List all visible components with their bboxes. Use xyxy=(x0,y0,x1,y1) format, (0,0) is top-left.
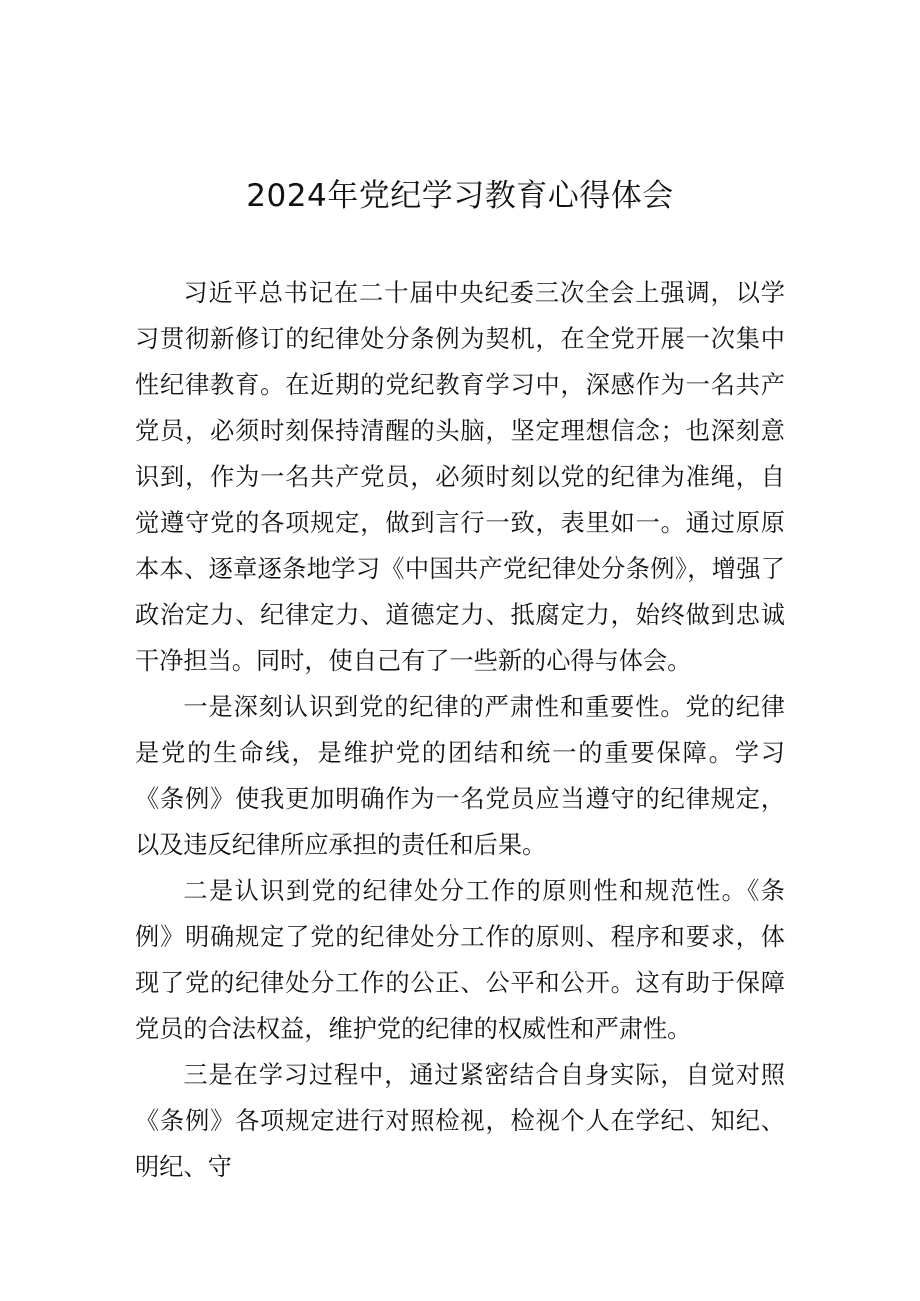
document-title: 2024年党纪学习教育心得体会 xyxy=(246,178,674,214)
document-body xyxy=(135,270,785,1190)
paragraph-intro: 习近平总书记在二十届中央纪委三次全会上强调，以学习贯彻新修订的纪律处分条例为契机，在全党开展一次集中性纪律教育。在近期的党纪教育学习中，深感作为一名共产党员，必须时刻保持清醒的头脑，坚定理想信念；也深刻意识到，作为一名共产党员，必须时刻以党的纪律为准绳，自觉遵守党的各项规定，做到言行一致，表里如一。通过原原本本、逐章逐条地学习《中国共产党纪律处分条例》，增强了政治定力、纪律定力、道德定力、抵腐定力，始终做到忠诚干净担当。同时，使自己有了一些新的心得与体会。 xyxy=(135,279,785,675)
paragraph-point-three: 三是在学习过程中，通过紧密结合自身实际，自觉对照《条例》各项规定进行对照检视，检视个人在学纪、知纪、明纪、守 xyxy=(135,1061,785,1181)
paragraph-point-two: 二是认识到党的纪律处分工作的原则性和规范性。《条例》明确规定了党的纪律处分工作的原则、程序和要求，体现了党的纪律处分工作的公正、公平和公开。这有助于保障党员的合法权益，维护党的纪律的权威性和严肃性。 xyxy=(135,877,785,1043)
paragraph-point-one: 一是深刻认识到党的纪律的严肃性和重要性。党的纪律是党的生命线，是维护党的团结和统一的重要保障。学习《条例》使我更加明确作为一名党员应当遵守的纪律规定，以及违反纪律所应承担的责任和后果。 xyxy=(135,693,785,859)
